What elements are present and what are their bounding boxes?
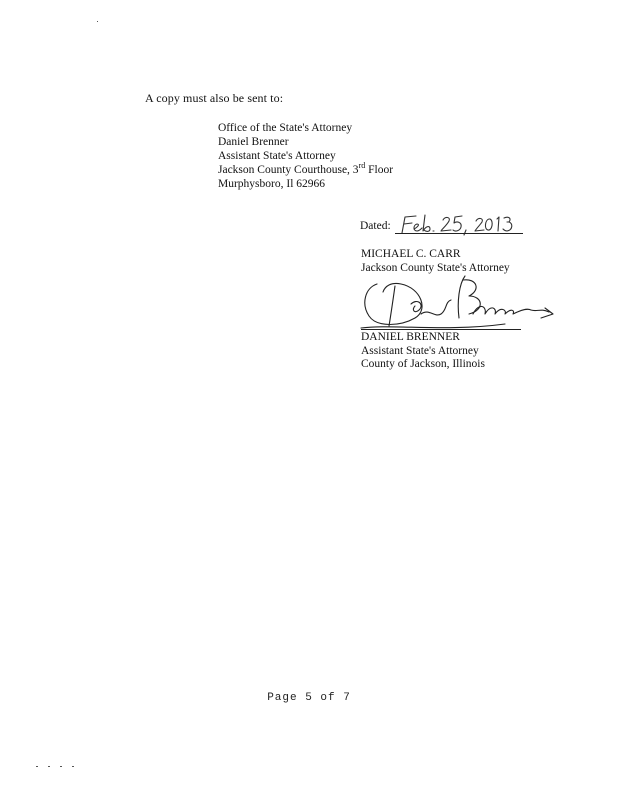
copy-notice: A copy must also be sent to:: [145, 91, 284, 105]
assistant-block: [361, 331, 485, 372]
address-line: Daniel Brenner: [218, 136, 289, 148]
address-line: [218, 163, 393, 177]
address-line-superscript: rd: [358, 161, 366, 171]
signer-name: MICHAEL C. CARR: [361, 248, 461, 260]
address-line-main: Jackson County Courthouse, 3: [218, 164, 359, 176]
scan-speck: [36, 766, 38, 767]
date-underline: [395, 233, 523, 234]
signature-line: [361, 329, 521, 330]
recipient-address: [218, 121, 393, 191]
handwritten-signature: [355, 274, 565, 336]
scan-speck: [72, 766, 74, 767]
assistant-title: Assistant State's Attorney: [361, 344, 479, 357]
dated-label: Dated:: [360, 220, 391, 232]
assistant-name: DANIEL BRENNER: [361, 331, 460, 343]
scan-speck: [48, 766, 50, 767]
signer-title: Jackson County State's Attorney: [361, 261, 510, 274]
scan-speck: [97, 21, 98, 22]
page-number: Page 5 of 7: [267, 692, 351, 704]
address-line-end: Floor: [365, 164, 394, 176]
assistant-county: County of Jackson, Illinois: [361, 358, 485, 370]
address-line: Assistant State's Attorney: [218, 150, 336, 162]
signer-block: [361, 248, 510, 275]
address-line: Office of the State's Attorney: [218, 122, 353, 134]
address-line: Murphysboro, Il 62966: [218, 178, 326, 190]
scan-speck: [60, 766, 62, 767]
